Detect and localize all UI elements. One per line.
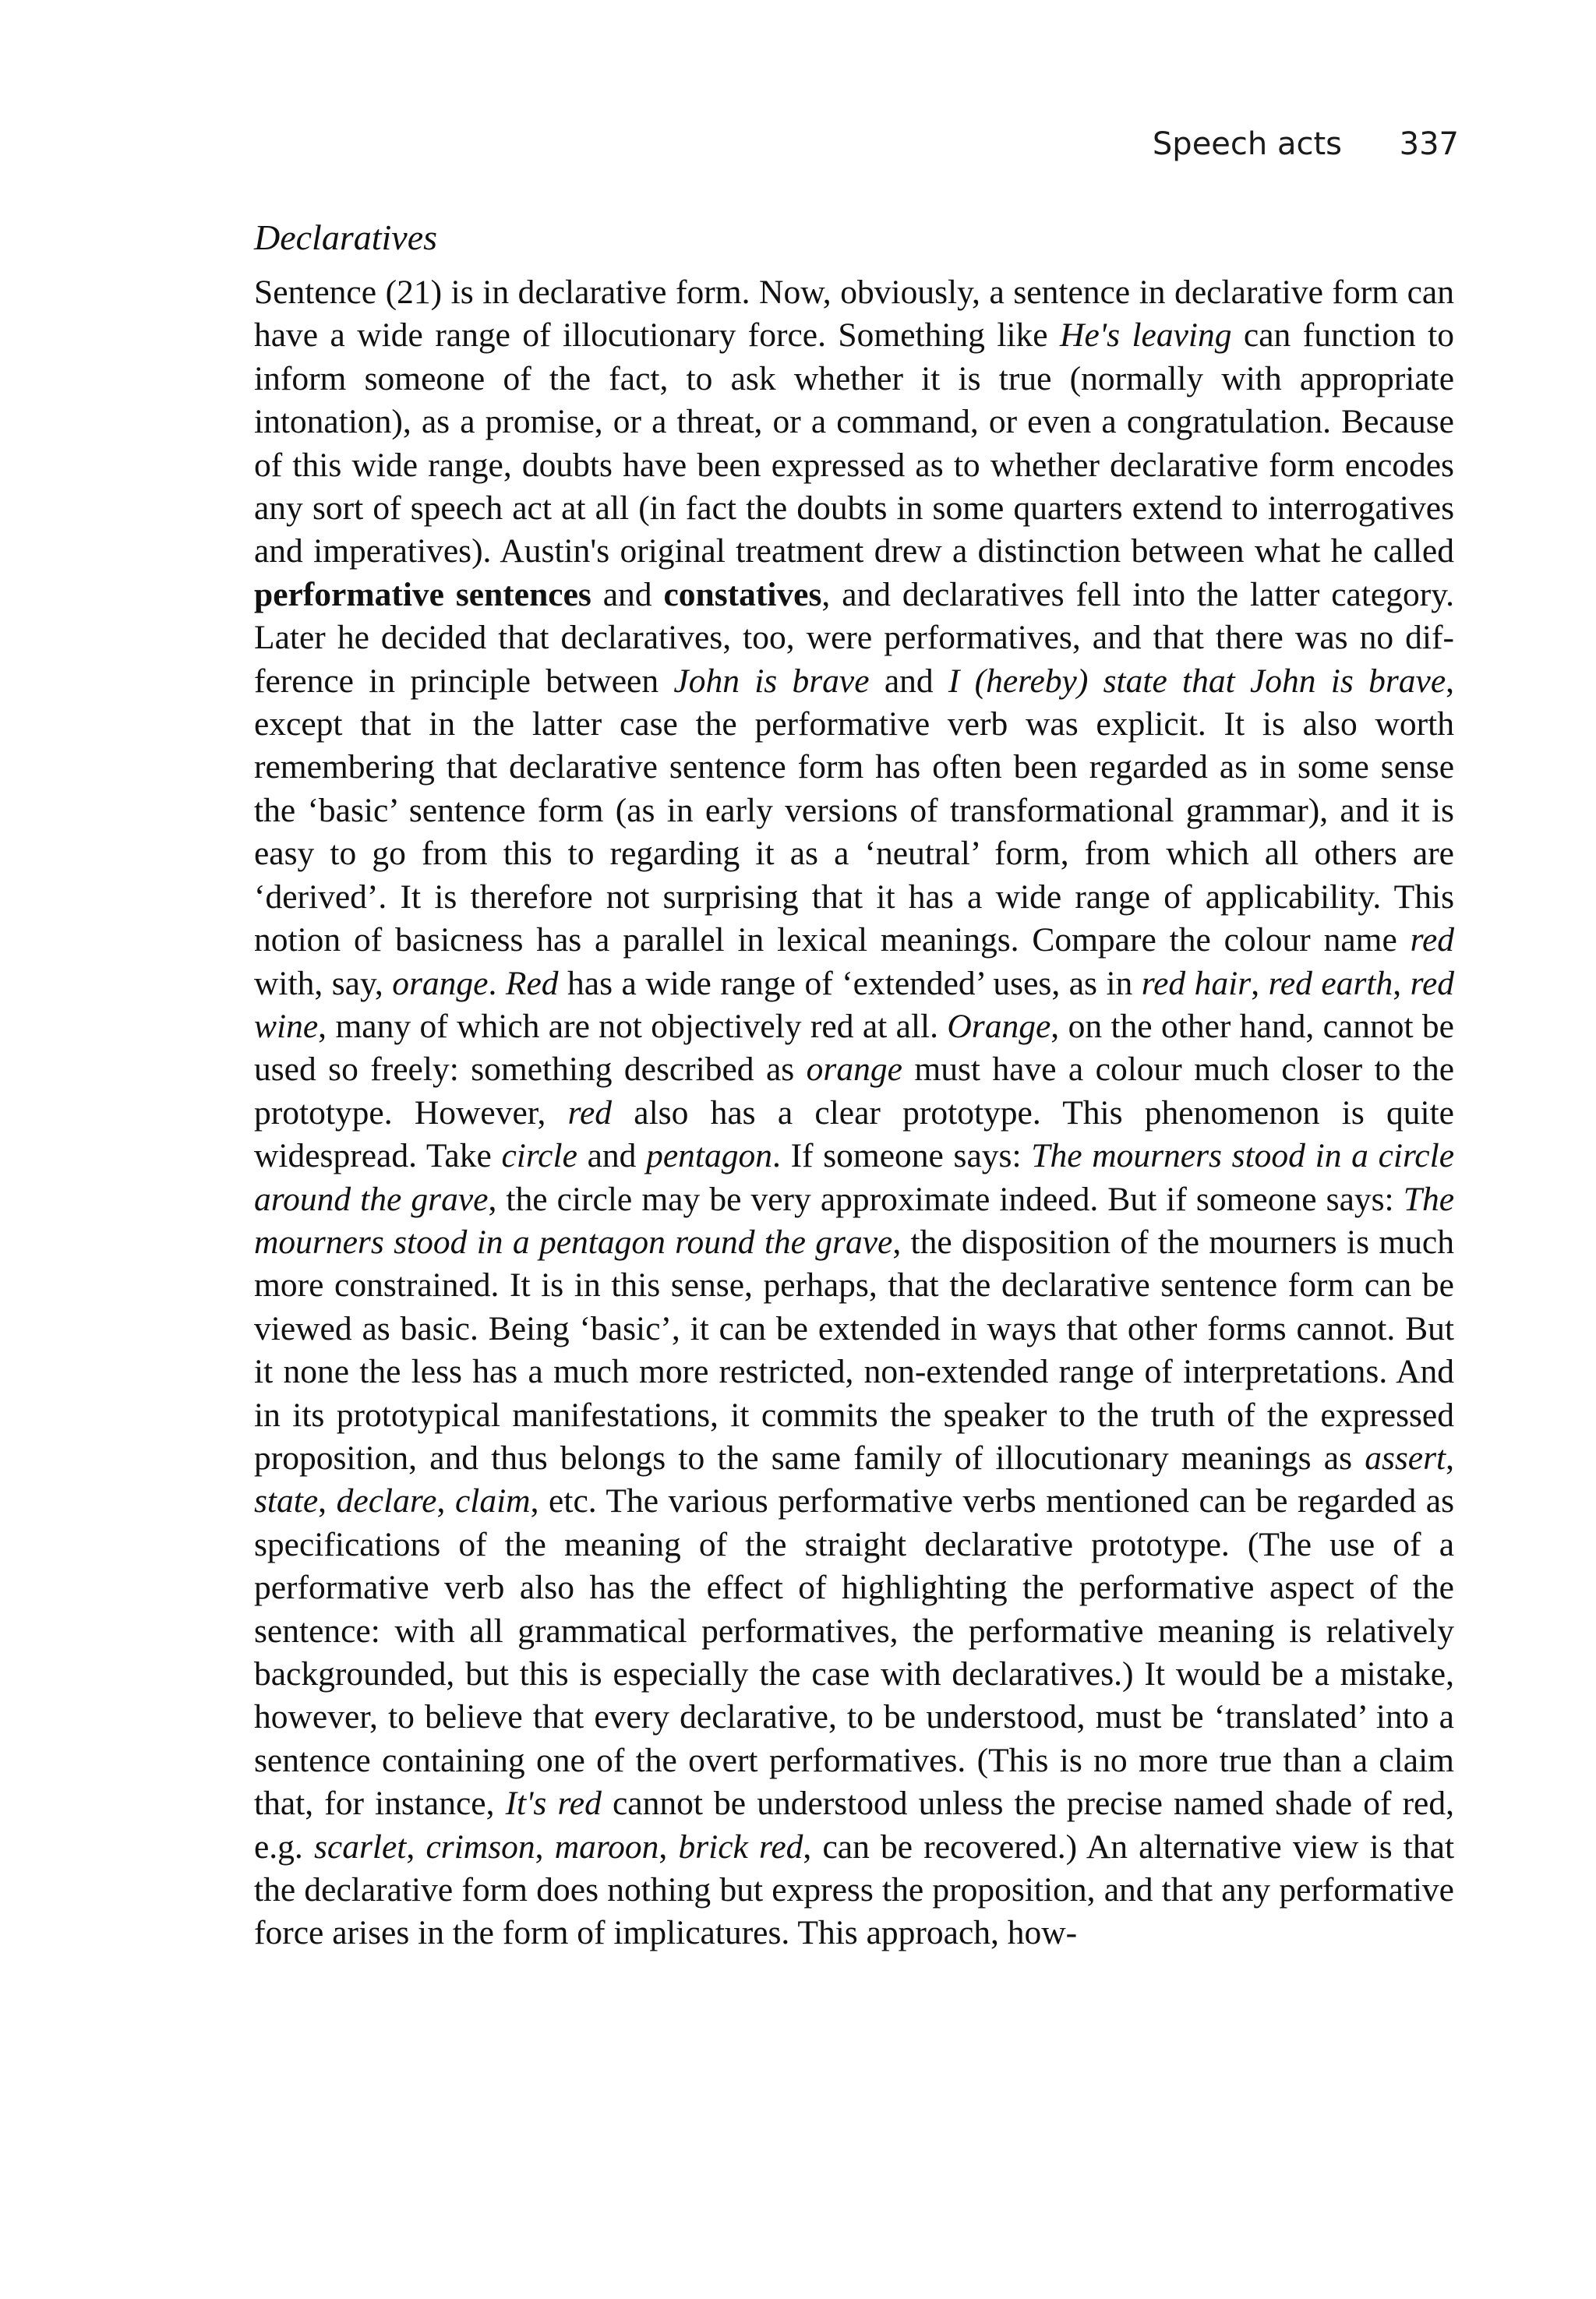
italic-term: Orange: [947, 1007, 1051, 1045]
italic-term: red: [1410, 921, 1454, 959]
text-run: , the disposition of the mourners is much more constrained. It is in this sense, perhaps, that the declarative sentence form can be viewed as basic. Being ‘basic’, it can be extended in ways that other forms cannot. But it none the less has a much more restricted, non-extended range of interpretations. And in its prototypical manifestations, it commits the speaker to the truth of the expressed proposition, and thus belongs to the same family of illocutionary meanings as: [254, 1223, 1454, 1477]
text-run: can function to inform someone of the fact, to ask whether it is true (normally with appropriate intonation), as a promise, or a threat, or a command, or even a congratulation. Because of this wide range, doubts have been expressed as to whether declarative form encodes any sort of speech act at all (in fact the doubts in some quarters extend to interrogatives and imperatives). Austin's original treatment drew a distinction between what he called: [254, 316, 1454, 570]
italic-term: John is brave: [673, 662, 870, 700]
italic-term: maroon: [554, 1828, 659, 1866]
italic-term: He's leaving: [1060, 316, 1232, 355]
italic-term: The mourners stood in a pentagon round the grave: [254, 1180, 1454, 1261]
italic-term: Red: [505, 964, 559, 1002]
italic-term: red: [567, 1093, 613, 1132]
text-run: ,: [1393, 964, 1411, 1002]
italic-term: crimson: [425, 1828, 535, 1866]
italic-term: assert: [1365, 1439, 1446, 1477]
text-run: has a wide range of ‘extended’ uses, as in: [558, 964, 1142, 1002]
text-run: , can be recovered.) An alternative view is that the declarative form does nothing but express the proposition, and that any performative force arises in the form of implicatures. This approach, how-: [254, 1828, 1455, 1952]
text-run: with, say,: [254, 964, 393, 1002]
text-run: and: [591, 575, 664, 613]
text-run: and: [869, 662, 948, 700]
text-run: ,: [406, 1828, 426, 1866]
italic-term: claim: [454, 1482, 531, 1520]
text-run: and: [577, 1137, 647, 1175]
text-run: cannot be understood unless the precise named shade of red, e.g.: [254, 1785, 1454, 1866]
italic-term: red earth: [1268, 964, 1393, 1002]
text-run: , many of which are not objectively red at all.: [318, 1007, 948, 1045]
text-run: ,: [1251, 964, 1269, 1002]
text-run: , etc. The various performative verbs mentioned can be regarded as specifications of the meaning of the straight declarative prototype. (The use of a performative verb also has the effect of highlighting the performative aspect of the sentence: with all grammatical performatives, the performative meaning is relatively backgrounded, but this is especially the case with declaratives.) It would be a mistake, however, to believe that every declarative, to be understood, must be ‘translated’ into a sentence containing one of the overt performatives. (This is no more true than a claim that, for instance,: [254, 1482, 1455, 1823]
text-run: also has a clear prototype. This phenomenon is quite widespread. Take: [254, 1093, 1454, 1175]
section-heading: Declaratives: [254, 217, 438, 257]
text-run: , on the other hand, cannot be used so freely: something described as: [254, 1007, 1454, 1089]
italic-term: orange: [392, 964, 489, 1002]
text-run: ,: [436, 1482, 455, 1520]
body-paragraph: [254, 271, 1454, 1955]
italic-term: scarlet: [313, 1828, 407, 1866]
text-run: , and declaratives fell into the latter category. Later he decided that declaratives, too, were performatives, and that there was no difference in principle between: [254, 575, 1454, 700]
text-run: must have a colour much closer to the prototype. However,: [254, 1051, 1455, 1132]
page-number: 337: [1399, 126, 1459, 162]
italic-term: declare: [336, 1482, 437, 1520]
text-run: . If someone says:: [772, 1137, 1032, 1175]
text-run: , except that in the latter case the performative verb was explicit. It is also worth remembering that declarative sentence form has often been regarded as in some sense the ‘basic’ sentence form (as in early versions of transformational grammar), and it is easy to go from this to regarding it as a ‘neutral’ form, from which all others are ‘derived’. It is therefore not surprising that it has a wide range of applicability. This notion of basicness has a parallel in lexical meanings. Compare the colour name: [254, 662, 1454, 959]
bold-term: constatives: [663, 575, 822, 613]
italic-term: red wine: [254, 964, 1455, 1045]
italic-term: It's red: [505, 1785, 602, 1823]
bold-term: performative sentences: [254, 575, 591, 613]
text-run: ,: [318, 1482, 337, 1520]
italic-term: brick red: [678, 1828, 803, 1866]
running-header-title: Speech acts: [1152, 126, 1342, 162]
italic-term: pentagon: [646, 1137, 772, 1175]
italic-term: orange: [806, 1051, 902, 1089]
italic-term: circle: [501, 1137, 577, 1175]
italic-term: I (hereby) state that John is brave: [948, 662, 1446, 700]
italic-term: state: [254, 1482, 319, 1520]
text-run: ,: [659, 1828, 679, 1866]
text-run: ,: [1446, 1439, 1454, 1477]
text-run: , the circle may be very approximate indeed. But if someone says:: [488, 1180, 1404, 1218]
text-run: ,: [535, 1828, 555, 1866]
italic-term: The mourners stood in a circle around the grave: [254, 1137, 1455, 1218]
italic-term: red hair: [1141, 964, 1252, 1002]
text-run: .: [488, 964, 506, 1002]
text-run: Sentence (21) is in declarative form. Now, obviously, a sentence in declarative form can have a wide range of illocutionary force. Something like: [254, 274, 1454, 355]
